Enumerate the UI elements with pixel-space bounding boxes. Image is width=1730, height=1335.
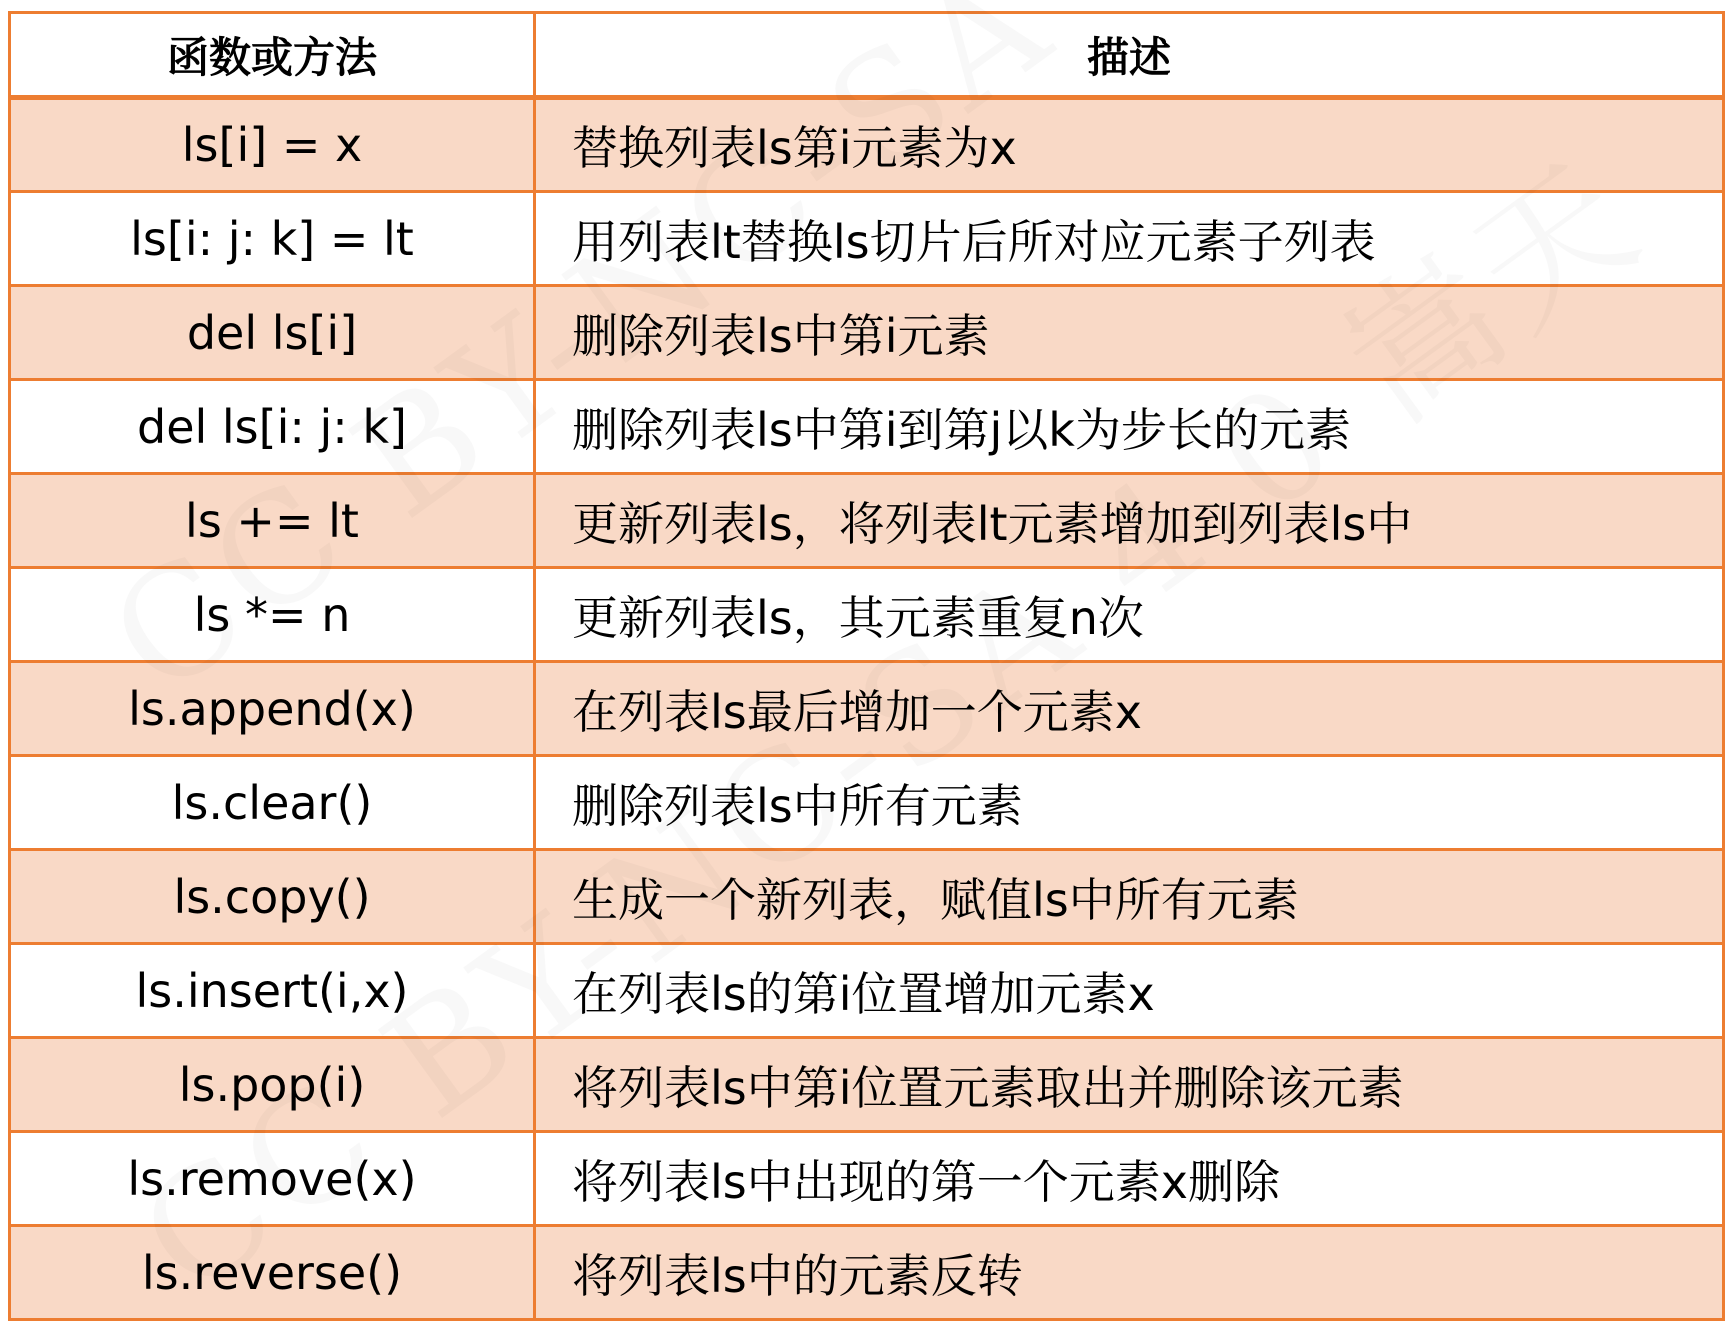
function-cell: ls += lt: [10, 474, 535, 568]
column-header-description: 描述: [535, 13, 1724, 98]
function-cell: ls *= n: [10, 568, 535, 662]
function-cell: ls[i] = x: [10, 98, 535, 192]
table-row: [10, 662, 1724, 756]
description-cell: 更新列表ls，将列表lt元素增加到列表ls中: [535, 474, 1724, 568]
table-row: [10, 474, 1724, 568]
description-cell: 用列表lt替换ls切片后所对应元素子列表: [535, 192, 1724, 286]
function-cell: del ls[i: j: k]: [10, 380, 535, 474]
table-row: [10, 98, 1724, 192]
description-cell: 将列表ls中第i位置元素取出并删除该元素: [535, 1038, 1724, 1132]
table-row: [10, 380, 1724, 474]
description-cell: 删除列表ls中第i元素: [535, 286, 1724, 380]
function-cell: ls.remove(x): [10, 1132, 535, 1226]
table-row: [10, 568, 1724, 662]
function-cell: ls.clear(): [10, 756, 535, 850]
function-cell: ls.append(x): [10, 662, 535, 756]
description-cell: 更新列表ls，其元素重复n次: [535, 568, 1724, 662]
table-row: [10, 944, 1724, 1038]
description-cell: 删除列表ls中第i到第j以k为步长的元素: [535, 380, 1724, 474]
table-row: [10, 192, 1724, 286]
function-cell: ls.copy(): [10, 850, 535, 944]
function-cell: ls.pop(i): [10, 1038, 535, 1132]
description-cell: 将列表ls中出现的第一个元素x删除: [535, 1132, 1724, 1226]
description-cell: 在列表ls最后增加一个元素x: [535, 662, 1724, 756]
function-cell: ls.reverse(): [10, 1226, 535, 1320]
description-cell: 在列表ls的第i位置增加元素x: [535, 944, 1724, 1038]
description-cell: 生成一个新列表，赋值ls中所有元素: [535, 850, 1724, 944]
table-row: [10, 286, 1724, 380]
function-cell: del ls[i]: [10, 286, 535, 380]
list-methods-table: [8, 11, 1725, 1321]
table-row: [10, 1226, 1724, 1320]
description-cell: 将列表ls中的元素反转: [535, 1226, 1724, 1320]
table-row: [10, 1132, 1724, 1226]
description-cell: 删除列表ls中所有元素: [535, 756, 1724, 850]
table-header-row: [10, 13, 1724, 98]
table-row: [10, 756, 1724, 850]
function-cell: ls.insert(i,x): [10, 944, 535, 1038]
table-row: [10, 1038, 1724, 1132]
function-cell: ls[i: j: k] = lt: [10, 192, 535, 286]
description-cell: 替换列表ls第i元素为x: [535, 98, 1724, 192]
column-header-function: 函数或方法: [10, 13, 535, 98]
table-row: [10, 850, 1724, 944]
